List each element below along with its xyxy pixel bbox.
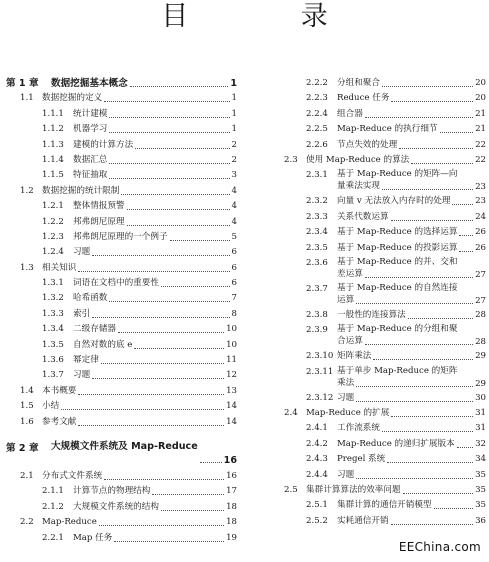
toc-entry-page: 23 — [475, 196, 486, 207]
dot-leader — [92, 317, 230, 318]
toc-entry-number: 1.3.2 — [42, 293, 64, 304]
toc-entry-number: 2.3.3 — [306, 211, 328, 222]
toc-entry-number: 1.2.4 — [42, 247, 64, 258]
dot-leader — [109, 301, 230, 302]
dot-leader — [356, 401, 473, 402]
toc-entry-title: 计算节点的物理结构 — [73, 486, 151, 497]
toc-entry-title: 节点失效的处理 — [337, 139, 398, 150]
toc-entry-title: Pregel 系统 — [337, 454, 386, 465]
toc-subsection-entry — [6, 353, 237, 368]
toc-entry-number: 2.4.4 — [306, 469, 328, 480]
toc-entry-page: 6 — [231, 247, 237, 258]
dot-leader — [391, 524, 473, 525]
dot-leader — [134, 348, 224, 349]
toc-entry-page: 32 — [475, 438, 486, 449]
dot-leader — [121, 194, 230, 195]
toc-section-entry — [270, 406, 486, 421]
toc-entry-title: 基于 Map-Reduce 的选择运算 — [337, 227, 458, 238]
toc-subsection-entry — [270, 308, 486, 323]
toc-entry-number: 2.3.8 — [306, 309, 328, 320]
dot-leader — [411, 163, 473, 164]
toc-entry-number: 2.2.3 — [306, 93, 328, 104]
toc-chapter-entry — [6, 76, 237, 91]
toc-entry-number: 2.1.1 — [42, 486, 64, 497]
toc-entry-page: 1 — [231, 108, 237, 119]
toc-subsection-entry — [270, 421, 486, 436]
toc-subsection-entry — [6, 245, 237, 260]
toc-left-column — [6, 76, 237, 546]
toc-entry-page: 28 — [475, 337, 486, 348]
toc-entry-title: 组合器 — [337, 108, 363, 119]
toc-subsection-entry — [6, 107, 237, 122]
dot-leader — [109, 178, 230, 179]
toc-entry-title: 特征抽取 — [73, 170, 108, 181]
toc-entry-number: 1.1.3 — [42, 139, 64, 150]
toc-entry-title: 哈希函数 — [73, 293, 108, 304]
toc-section-entry — [6, 91, 237, 106]
toc-subsection-entry — [6, 153, 237, 168]
toc-entry-page: 29 — [475, 351, 486, 362]
toc-subsection-entry — [6, 307, 237, 322]
toc-subsection-entry — [6, 230, 237, 245]
toc-entry-page: 22 — [475, 139, 486, 150]
toc-entry-number: 1.2.3 — [42, 231, 64, 242]
dot-leader — [104, 479, 224, 480]
toc-entry-number: 1.3 — [20, 262, 34, 273]
toc-entry-page: 28 — [475, 309, 486, 320]
toc-entry-number: 2.3.11 — [306, 366, 334, 377]
toc-section-entry — [270, 483, 486, 498]
dot-leader — [382, 431, 473, 432]
toc-entry-title: 矩阵乘法 — [337, 351, 372, 362]
toc-entry-page: 18 — [226, 501, 237, 512]
toc-entry-number: 1.1.5 — [42, 170, 64, 181]
toc-entry-page: 6 — [231, 262, 237, 273]
toc-entry-title: 分布式文件系统 — [42, 470, 103, 481]
toc-entry-page: 14 — [226, 401, 237, 412]
toc-entry-page: 35 — [475, 485, 486, 496]
toc-entry-title: 统计建模 — [73, 108, 108, 119]
toc-entry-title: 自然对数的底 e — [73, 339, 133, 350]
toc-subsection-entry — [270, 323, 486, 349]
toc-subsection-entry — [270, 452, 486, 467]
toc-entry-page: 4 — [231, 185, 237, 196]
toc-entry-title: 数据挖掘的定义 — [42, 93, 103, 104]
toc-entry-number: 2.3.4 — [306, 227, 328, 238]
toc-entry-number: 2.1 — [20, 470, 34, 481]
dot-leader — [78, 425, 224, 426]
toc-subsection-entry — [270, 225, 486, 240]
toc-subsection-entry — [270, 107, 486, 122]
dot-leader — [399, 148, 473, 149]
dot-leader — [373, 359, 473, 360]
dot-leader — [459, 251, 473, 252]
toc-entry-page: 1 — [230, 78, 237, 89]
dot-leader — [391, 220, 473, 221]
toc-subsection-entry — [270, 138, 486, 153]
toc-entry-title: 数据挖掘基本概念 — [51, 78, 128, 89]
toc-entry-page: 2 — [231, 139, 237, 150]
dot-leader — [109, 163, 230, 164]
toc-entry-page: 34 — [475, 454, 486, 465]
toc-entry-page: 22 — [475, 154, 486, 165]
toc-entry-number: 2.3.1 — [306, 170, 328, 181]
toc-entry-page: 35 — [475, 500, 486, 511]
toc-entry-title: 集群计算算法的效率问题 — [306, 485, 401, 496]
dot-leader — [452, 204, 473, 205]
toc-entry-title: Map 任务 — [73, 532, 113, 543]
toc-entry-page: 1 — [231, 124, 237, 135]
page-title: 目 录 — [161, 1, 380, 32]
toc-section-entry — [270, 153, 486, 168]
toc-entry-title: 建模的计算方法 — [73, 139, 134, 150]
toc-entry-title: 一般性的连接算法 — [337, 309, 406, 320]
toc-entry-number: 1.2.1 — [42, 201, 64, 212]
dot-leader — [109, 117, 230, 118]
toc-entry-title: 基于 Map-Reduce 的并、交和差运算 — [337, 256, 458, 279]
toc-entry-number: 2.4.2 — [306, 438, 328, 449]
toc-subsection-entry — [270, 122, 486, 137]
toc-entry-page: 16 — [223, 454, 237, 466]
toc-entry-page: 17 — [226, 486, 237, 497]
toc-entry-number: 1.3.7 — [42, 370, 64, 381]
toc-section-entry — [6, 384, 237, 399]
toc-section-entry — [6, 469, 237, 484]
toc-entry-title: 实耗通信开销 — [337, 515, 389, 526]
dot-leader — [382, 86, 473, 87]
toc-entry-page: 16 — [226, 470, 237, 481]
toc-entry-title: 词语在文档中的重要性 — [73, 278, 159, 289]
toc-subsection-entry — [6, 276, 237, 291]
toc-subsection-entry — [6, 500, 237, 515]
dot-leader — [78, 271, 230, 272]
dot-leader — [161, 286, 230, 287]
toc-entry-title: 向量 v 无法放入内存时的处理 — [337, 196, 451, 207]
toc-subsection-entry — [270, 194, 486, 209]
toc-subsection-entry — [6, 484, 237, 499]
toc-subsection-entry — [270, 391, 486, 406]
dot-leader — [403, 493, 473, 494]
toc-entry-title: 习题 — [73, 247, 91, 258]
dot-leader — [92, 255, 230, 256]
toc-entry-title: 数据汇总 — [73, 154, 108, 165]
dot-leader — [99, 525, 224, 526]
toc-entry-page: 2 — [231, 154, 237, 165]
toc-entry-number: 1.3.6 — [42, 355, 64, 366]
toc-subsection-entry — [6, 122, 237, 137]
toc-entry-page: 24 — [475, 211, 486, 222]
toc-entry-title: 使用 Map-Reduce 的算法 — [306, 154, 410, 165]
toc-entry-number: 2.2.2 — [306, 78, 328, 88]
dot-leader — [170, 240, 230, 241]
toc-entry-title: 基于 Map-Reduce 的矩阵—向量乘法实现 — [337, 169, 458, 192]
toc-entry-page: 31 — [475, 408, 486, 419]
toc-entry-page: 26 — [475, 242, 486, 253]
toc-entry-title: 数据挖掘的统计限制 — [42, 185, 120, 196]
toc-section-entry — [6, 261, 237, 276]
toc-entry-number: 2.3.10 — [306, 351, 334, 362]
toc-entry-number: 2.2.1 — [42, 532, 64, 543]
toc-right-column — [270, 76, 486, 529]
toc-entry-title: 习题 — [73, 370, 91, 381]
dot-leader — [356, 386, 473, 387]
toc-entry-title: 基于 Map-Reduce 的投影运算 — [337, 242, 458, 253]
toc-entry-title: 关系代数运算 — [337, 211, 389, 222]
toc-entry-number: 第 1 章 — [6, 78, 39, 89]
toc-entry-number: 1.2.2 — [42, 216, 64, 227]
toc-subsection-entry — [270, 514, 486, 529]
dot-leader — [152, 494, 224, 495]
toc-entry-title: 整体情报预警 — [73, 201, 125, 212]
dot-leader — [457, 447, 473, 448]
toc-subsection-entry — [6, 138, 237, 153]
dot-leader — [130, 86, 228, 87]
toc-entry-number: 2.4.3 — [306, 454, 328, 465]
dot-leader — [365, 277, 473, 278]
toc-entry-page: 5 — [231, 231, 237, 242]
toc-entry-number: 1.1 — [20, 93, 34, 104]
toc-entry-number: 2.3.7 — [306, 283, 328, 294]
toc-entry-number: 2.4.1 — [306, 423, 328, 434]
dot-leader — [440, 132, 473, 133]
toc-entry-title: Reduce 任务 — [337, 93, 390, 104]
toc-entry-title: 工作流系统 — [337, 423, 380, 434]
toc-entry-title: 邦弗朗尼原理的一个例子 — [73, 231, 168, 242]
dot-leader — [161, 510, 224, 511]
toc-entry-number: 2.2.6 — [306, 139, 328, 150]
toc-entry-title: 大规模文件系统的结构 — [73, 501, 159, 512]
toc-entry-page: 14 — [226, 416, 237, 427]
toc-entry-title: 分组和聚合 — [337, 78, 380, 88]
toc-entry-title: 邦弗朗尼原理 — [73, 216, 125, 227]
toc-entry-page: 4 — [231, 216, 237, 227]
toc-entry-page: 4 — [231, 201, 237, 212]
toc-entry-title: 小结 — [42, 401, 60, 412]
toc-entry-page: 6 — [231, 278, 237, 289]
dot-leader — [365, 117, 473, 118]
toc-entry-page: 10 — [226, 339, 237, 350]
dot-leader — [78, 394, 224, 395]
toc-entry-page: 23 — [475, 182, 486, 193]
toc-entry-title: 幂定律 — [73, 355, 99, 366]
toc-entry-page: 1 — [231, 93, 237, 104]
toc-subsection-entry — [6, 531, 237, 546]
toc-entry-number: 2.3 — [284, 154, 298, 165]
toc-entry-title: 基于 Map-Reduce 的自然连接运算 — [337, 282, 458, 305]
toc-subsection-entry — [270, 498, 486, 513]
dot-leader — [391, 416, 473, 417]
toc-subsection-entry — [6, 322, 237, 337]
dot-leader — [408, 318, 473, 319]
toc-entry-title: 习题 — [337, 392, 355, 403]
toc-entry-number: 第 2 章 — [6, 442, 39, 454]
toc-entry-number: 1.3.3 — [42, 308, 64, 319]
toc-entry-number: 1.1.1 — [42, 108, 64, 119]
toc-entry-number: 1.4 — [20, 385, 34, 396]
toc-section-entry — [6, 515, 237, 530]
toc-entry-number: 2.5.1 — [306, 500, 328, 511]
dot-leader — [92, 378, 224, 379]
toc-entry-title: Map-Reduce 的执行细节 — [337, 124, 438, 135]
dot-leader — [200, 462, 222, 463]
toc-entry-page: 3 — [231, 170, 237, 181]
toc-subsection-entry — [270, 437, 486, 452]
toc-subsection-entry — [6, 338, 237, 353]
toc-subsection-entry — [270, 282, 486, 308]
toc-subsection-entry — [270, 241, 486, 256]
toc-entry-title: Map-Reduce 的递归扩展版本 — [337, 438, 455, 449]
dot-leader — [114, 541, 224, 542]
dot-leader — [434, 508, 473, 509]
toc-subsection-entry — [6, 368, 237, 383]
dot-leader — [135, 148, 230, 149]
toc-entry-page: 31 — [475, 423, 486, 434]
dot-leader — [104, 101, 230, 102]
toc-subsection-entry — [6, 168, 237, 183]
dot-leader — [356, 478, 473, 479]
toc-entry-number: 1.6 — [20, 416, 34, 427]
toc-entry-number: 1.3.1 — [42, 278, 64, 289]
toc-entry-title: 二级存储器 — [73, 324, 116, 335]
toc-entry-page: 27 — [475, 269, 486, 280]
toc-subsection-entry — [6, 199, 237, 214]
toc-subsection-entry — [6, 291, 237, 306]
dot-leader — [459, 235, 473, 236]
toc-entry-page: 19 — [226, 532, 237, 543]
toc-section-entry — [6, 399, 237, 414]
toc-entry-number: 2.3.6 — [306, 257, 328, 268]
dot-leader — [127, 225, 230, 226]
toc-entry-title: 相关知识 — [42, 262, 77, 273]
toc-entry-title: 集群计算的通信开销模型 — [337, 500, 432, 511]
toc-entry-number: 2.5 — [284, 485, 298, 496]
toc-entry-title: 基于 Map-Reduce 的分组和聚合运算 — [337, 324, 458, 347]
toc-entry-number: 2.3.9 — [306, 325, 328, 336]
toc-entry-number: 2.3.2 — [306, 196, 328, 207]
toc-entry-title: 大规模文件系统及 Map-Reduce — [51, 440, 198, 452]
toc-entry-number: 1.3.5 — [42, 339, 64, 350]
toc-entry-number: 2.2 — [20, 517, 34, 528]
toc-entry-number: 1.5 — [20, 401, 34, 412]
toc-entry-page: 7 — [231, 293, 237, 304]
toc-entry-title: 机器学习 — [73, 124, 108, 135]
toc-entry-number: 2.1.2 — [42, 501, 64, 512]
dot-leader — [391, 101, 473, 102]
dot-leader — [127, 209, 230, 210]
toc-entry-number: 2.2.4 — [306, 108, 328, 119]
toc-entry-title: 习题 — [337, 469, 355, 480]
toc-entry-page: 12 — [226, 370, 237, 381]
toc-section-entry — [6, 415, 237, 430]
toc-entry-page: 36 — [475, 515, 486, 526]
toc-entry-number: 1.2 — [20, 185, 34, 196]
toc-entry-page: 26 — [475, 227, 486, 238]
toc-entry-number: 1.1.4 — [42, 154, 64, 165]
toc-entry-page: 30 — [475, 392, 486, 403]
toc-entry-number: 2.2.5 — [306, 124, 328, 135]
toc-subsection-entry — [270, 468, 486, 483]
toc-entry-page: 27 — [475, 295, 486, 306]
toc-entry-number: 1.1.2 — [42, 124, 64, 135]
toc-subsection-entry — [270, 168, 486, 194]
toc-chapter-entry — [6, 441, 237, 469]
toc-entry-page: 29 — [475, 378, 486, 389]
watermark: EEChina.com — [398, 540, 481, 554]
toc-section-entry — [6, 184, 237, 199]
toc-entry-title: Map-Reduce — [42, 517, 97, 528]
toc-entry-page: 11 — [226, 355, 237, 366]
toc-entry-page: 20 — [475, 78, 486, 88]
toc-entry-page: 8 — [231, 308, 237, 319]
toc-entry-page: 10 — [226, 324, 237, 335]
dot-leader — [101, 363, 224, 364]
toc-entry-page: 20 — [475, 93, 486, 104]
toc-subsection-entry — [270, 76, 486, 91]
dot-leader — [109, 132, 230, 133]
toc-subsection-entry — [270, 210, 486, 225]
toc-entry-page: 21 — [475, 108, 486, 119]
toc-entry-title: 索引 — [73, 308, 91, 319]
dot-leader — [387, 462, 473, 463]
toc-subsection-entry — [270, 256, 486, 282]
toc-entry-title: 本书概要 — [42, 385, 77, 396]
toc-subsection-entry — [270, 349, 486, 364]
dot-leader — [356, 303, 473, 304]
toc-subsection-entry — [270, 365, 486, 391]
toc-entry-number: 2.4 — [284, 408, 298, 419]
toc-subsection-entry — [270, 91, 486, 106]
dot-leader — [118, 332, 224, 333]
dot-leader — [61, 409, 224, 410]
toc-entry-page: 21 — [475, 124, 486, 135]
toc-entry-page: 18 — [226, 517, 237, 528]
toc-entry-number: 2.3.12 — [306, 392, 334, 403]
toc-entry-number: 2.5.2 — [306, 515, 328, 526]
toc-entry-page: 13 — [226, 385, 237, 396]
toc-entry-title: Map-Reduce 的扩展 — [306, 408, 390, 419]
toc-entry-title: 参考文献 — [42, 416, 77, 427]
toc-entry-page: 35 — [475, 469, 486, 480]
toc-entry-number: 2.3.5 — [306, 242, 328, 253]
dot-leader — [365, 344, 473, 345]
toc-subsection-entry — [6, 215, 237, 230]
toc-entry-number: 1.3.4 — [42, 324, 64, 335]
dot-leader — [382, 189, 473, 190]
toc-entry-title: 基于单步 Map-Reduce 的矩阵乘法 — [337, 365, 458, 388]
